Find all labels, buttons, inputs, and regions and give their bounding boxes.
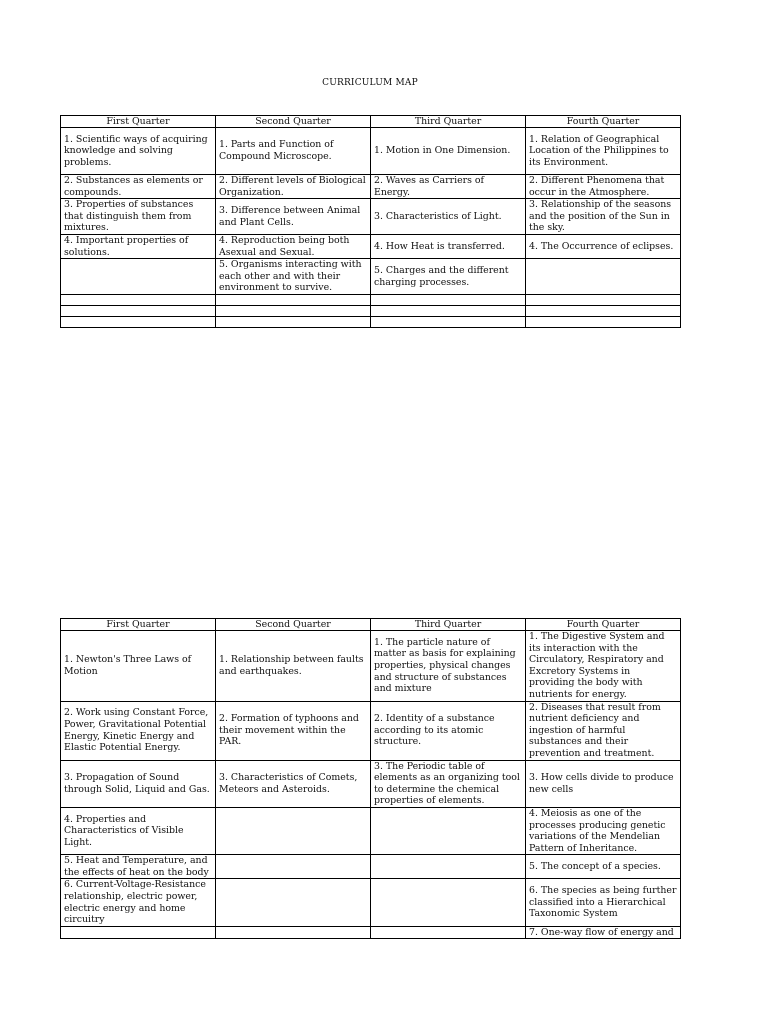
empty-cell (61, 294, 216, 305)
table-row (61, 259, 681, 295)
curriculum-table-2 (60, 618, 681, 939)
empty-row (61, 294, 681, 305)
table-cell: 4. How Heat is transferred. (371, 234, 526, 258)
table-cell: 2. Identity of a substance according to its atomic structure. (371, 701, 526, 760)
table-cell: 3. Characteristics of Comets, Meteors and Asteroids. (216, 760, 371, 807)
table-cell: 1. The particle nature of matter as basis for explaining properties, physical changes and structure of substances and mixture (371, 631, 526, 702)
table-cell: 7. One-way flow of energy and (526, 926, 681, 939)
table-cell: 5. Organisms interacting with each other and with their environment to survive. (216, 259, 371, 295)
empty-cell (61, 316, 216, 327)
table-cell: 6. The species as being further classified into a Hierarchical Taxonomic System (526, 879, 681, 926)
empty-cell (61, 305, 216, 316)
table-cell (61, 259, 216, 295)
empty-cell (371, 305, 526, 316)
table-cell: 2. Formation of typhoons and their movement within the PAR. (216, 701, 371, 760)
page-title: CURRICULUM MAP (322, 78, 418, 88)
table-cell (216, 879, 371, 926)
header-second-quarter: Second Quarter (216, 619, 371, 631)
table-cell: 3. Difference between Animal and Plant Cells. (216, 199, 371, 235)
curriculum-table-1 (60, 115, 681, 328)
table-cell (371, 879, 526, 926)
table-cell: 4. Reproduction being both Asexual and Sexual. (216, 234, 371, 258)
table-row (61, 234, 681, 258)
table-cell: 3. Characteristics of Light. (371, 199, 526, 235)
table-cell (526, 259, 681, 295)
table-row (61, 128, 681, 175)
empty-row (61, 316, 681, 327)
table-cell: 4. The Occurrence of eclipses. (526, 234, 681, 258)
table-cell: 6. Current-Voltage-Resistance relationship, electric power, electric energy and home circuitry (61, 879, 216, 926)
table-cell: 3. Relationship of the seasons and the position of the Sun in the sky. (526, 199, 681, 235)
table-row (61, 701, 681, 760)
table-row (61, 855, 681, 879)
table-cell: 5. Heat and Temperature, and the effects of heat on the body (61, 855, 216, 879)
table-cell (216, 807, 371, 854)
table-cell: 3. Propagation of Sound through Solid, Liquid and Gas. (61, 760, 216, 807)
table-cell (216, 926, 371, 939)
table-row (61, 879, 681, 926)
table-cell: 1. Relation of Geographical Location of the Philippines to its Environment. (526, 128, 681, 175)
table-cell: 4. Important properties of solutions. (61, 234, 216, 258)
table-row (61, 926, 681, 939)
header-third-quarter: Third Quarter (371, 619, 526, 631)
header-row (61, 116, 681, 128)
table-cell: 2. Different levels of Biological Organization. (216, 175, 371, 199)
table-row (61, 760, 681, 807)
header-third-quarter: Third Quarter (371, 116, 526, 128)
table-cell (216, 855, 371, 879)
empty-cell (371, 316, 526, 327)
table-cell: 2. Work using Constant Force, Power, Gravitational Potential Energy, Kinetic Energy and Elastic Potential Energy. (61, 701, 216, 760)
header-first-quarter: First Quarter (61, 619, 216, 631)
header-first-quarter: First Quarter (61, 116, 216, 128)
table-cell: 2. Substances as elements or compounds. (61, 175, 216, 199)
table-cell (371, 855, 526, 879)
empty-cell (216, 316, 371, 327)
header-row (61, 619, 681, 631)
table-cell: 1. Motion in One Dimension. (371, 128, 526, 175)
table-cell: 2. Waves as Carriers of Energy. (371, 175, 526, 199)
table-cell (371, 926, 526, 939)
table-cell: 4. Properties and Characteristics of Visible Light. (61, 807, 216, 854)
empty-cell (526, 305, 681, 316)
header-second-quarter: Second Quarter (216, 116, 371, 128)
table-row (61, 807, 681, 854)
table-cell: 4. Meiosis as one of the processes producing genetic variations of the Mendelian Pattern of Inheritance. (526, 807, 681, 854)
table-cell: 2. Different Phenomena that occur in the Atmosphere. (526, 175, 681, 199)
empty-cell (526, 316, 681, 327)
table-row (61, 631, 681, 702)
table-cell: 1. Scientific ways of acquiring knowledge and solving problems. (61, 128, 216, 175)
empty-cell (216, 305, 371, 316)
header-fourth-quarter: Fourth Quarter (526, 619, 681, 631)
table-cell: 1. Relationship between faults and earthquakes. (216, 631, 371, 702)
table-row (61, 175, 681, 199)
table-cell: 1. The Digestive System and its interaction with the Circulatory, Respiratory and Excretory Systems in providing the body with nutrients for energy. (526, 631, 681, 702)
table-cell: 5. Charges and the different charging processes. (371, 259, 526, 295)
table-cell: 1. Parts and Function of Compound Microscope. (216, 128, 371, 175)
empty-cell (216, 294, 371, 305)
table-cell (371, 807, 526, 854)
table-cell: 5. The concept of a species. (526, 855, 681, 879)
table-cell: 1. Newton's Three Laws of Motion (61, 631, 216, 702)
empty-row (61, 305, 681, 316)
empty-cell (526, 294, 681, 305)
empty-cell (371, 294, 526, 305)
table-cell (61, 926, 216, 939)
table-cell: 3. How cells divide to produce new cells (526, 760, 681, 807)
table-row (61, 199, 681, 235)
table-cell: 3. Properties of substances that distinguish them from mixtures. (61, 199, 216, 235)
table-cell: 3. The Periodic table of elements as an organizing tool to determine the chemical properties of elements. (371, 760, 526, 807)
table-cell: 2. Diseases that result from nutrient deficiency and ingestion of harmful substances and their prevention and treatment. (526, 701, 681, 760)
header-fourth-quarter: Fourth Quarter (526, 116, 681, 128)
